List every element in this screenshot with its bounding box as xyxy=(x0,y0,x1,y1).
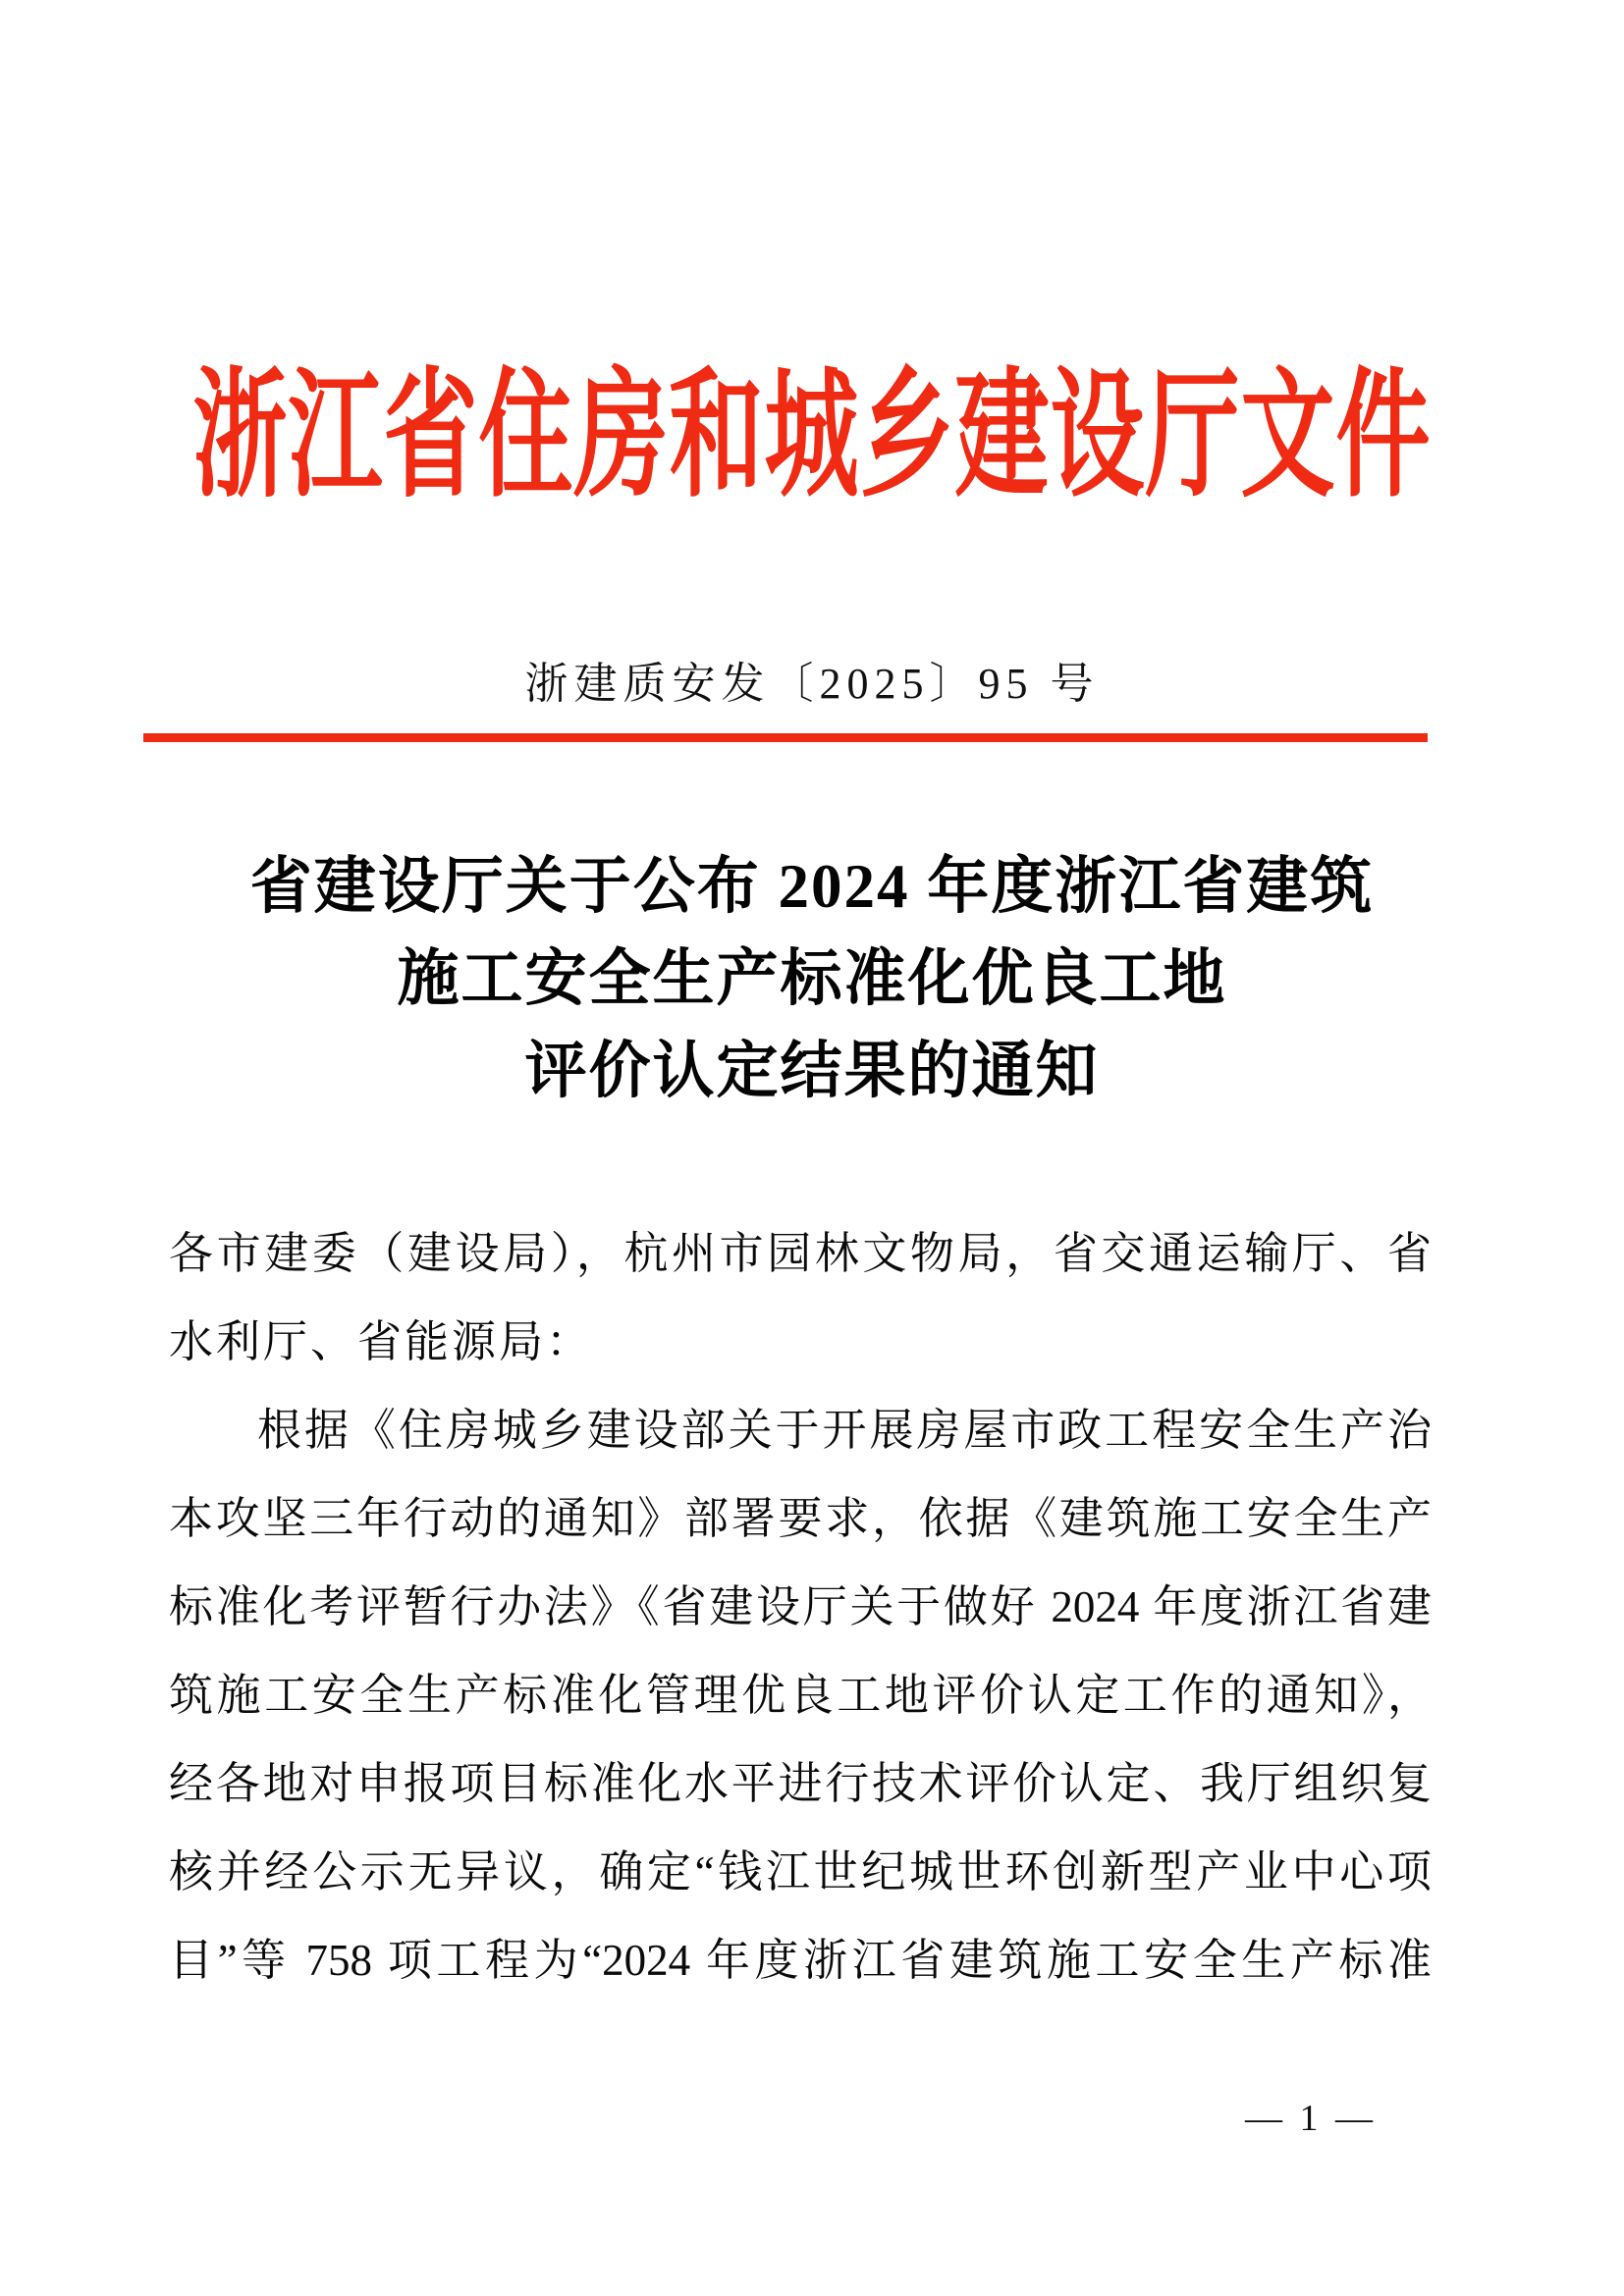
doc-title-line-3: 评价认定结果的通知 xyxy=(524,1037,1100,1105)
body-line: 筑施工安全生产标准化管理优良工地评价认定工作的通知》， xyxy=(169,1671,1432,1720)
doc-title-line-1: 省建设厅关于公布 2024 年度浙江省建筑 xyxy=(249,852,1375,921)
red-divider-line xyxy=(143,733,1428,742)
doc-number: 浙建质安发〔2025〕95 号 xyxy=(524,660,1100,708)
doc-title-line-2: 施工安全生产标准化优良工地 xyxy=(397,944,1227,1013)
body-line: 目”等 758 项工程为“2024 年度浙江省建筑施工安全生产标准 xyxy=(169,1936,1432,1985)
body-line: 根据《住房城乡建设部关于开展房屋市政工程安全生产治 xyxy=(257,1406,1432,1455)
agency-header-title: 浙江省住房和城乡建设厅文件 xyxy=(192,358,1432,514)
body-line: 水利厅、省能源局： xyxy=(169,1317,594,1366)
body-line: 核并经公示无异议，确定“钱江世纪城世环创新型产业中心项 xyxy=(169,1847,1432,1896)
body-line: 标准化考评暂行办法》《省建设厅关于做好 2024 年度浙江省建 xyxy=(169,1582,1432,1631)
doc-title xyxy=(0,840,1624,1117)
body-line: 各市建委（建设局），杭州市园林文物局，省交通运输厅、省 xyxy=(169,1229,1432,1278)
body-line: 经各地对申报项目标准化水平进行技术评价认定、我厅组织复 xyxy=(169,1759,1432,1808)
page-number: — 1 — xyxy=(1245,2098,1377,2139)
body-line: 本攻坚三年行动的通知》部署要求，依据《建筑施工安全生产 xyxy=(169,1494,1432,1543)
doc-body xyxy=(169,1209,1432,2004)
